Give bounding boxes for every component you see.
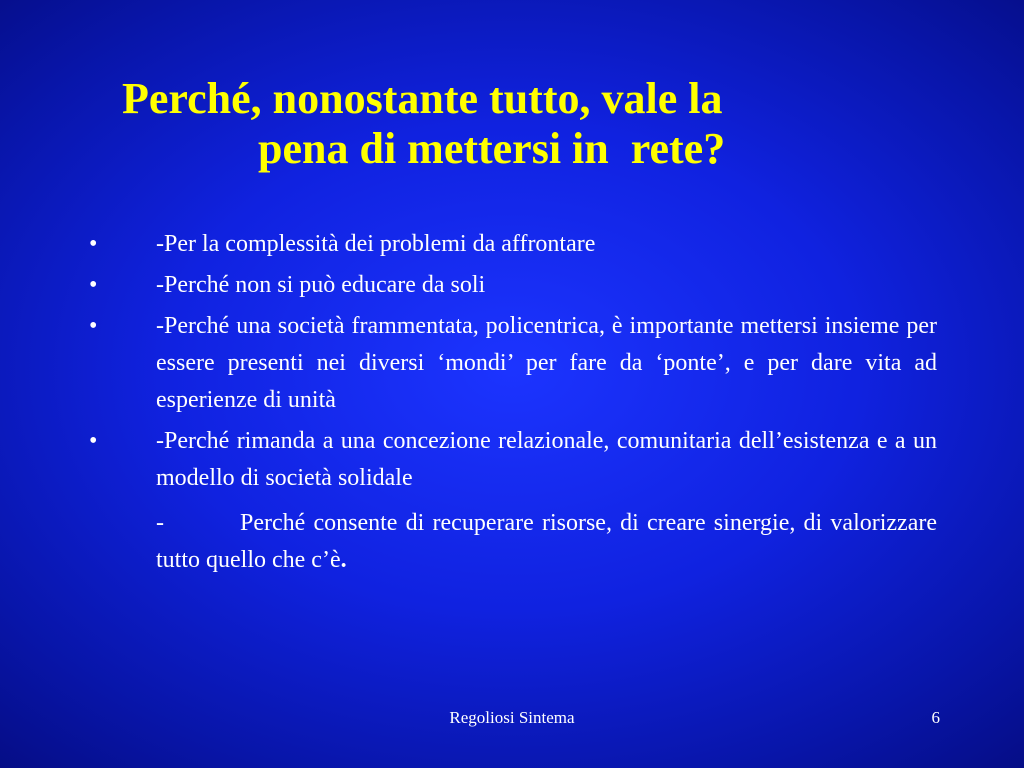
sub-item-end-mark: . xyxy=(340,547,347,573)
bullet-item xyxy=(89,308,937,419)
bullet-icon: • xyxy=(89,313,98,339)
sub-item xyxy=(156,505,937,579)
page-number: 6 xyxy=(931,708,940,727)
bullet-item-text: -Per la complessità dei problemi da affrontare xyxy=(156,231,596,257)
bullet-list xyxy=(0,226,1024,579)
sub-item-dash: - xyxy=(156,510,164,536)
slide-title-line-2: pena di mettersi in rete? xyxy=(258,124,726,173)
bullet-icon: • xyxy=(89,231,98,257)
bullet-item xyxy=(89,267,937,304)
footer-author: Regoliosi Sintema xyxy=(449,708,575,727)
bullet-item-text: -Perché non si può educare da soli xyxy=(156,272,486,298)
slide-title-line-1: Perché, nonostante tutto, vale la xyxy=(122,74,723,123)
bullet-item xyxy=(89,423,937,497)
bullet-icon: • xyxy=(89,428,98,454)
bullet-item-text: -Perché una società frammentata, policentrica, è importante mettersi insieme per essere presenti nei diversi ‘mondi’ per fare da ‘ponte’, e per dare vita ad esperienze di unità xyxy=(156,313,937,413)
slide-title xyxy=(100,74,930,174)
bullet-item xyxy=(89,226,937,263)
bullet-item-text: -Perché rimanda a una concezione relazionale, comunitaria dell’esistenza e a un modello di società solidale xyxy=(156,428,937,491)
bullet-icon: • xyxy=(89,272,98,298)
sub-item-text: Perché consente di recuperare risorse, di creare sinergie, di valorizzare tutto quello che c’è xyxy=(156,510,937,573)
